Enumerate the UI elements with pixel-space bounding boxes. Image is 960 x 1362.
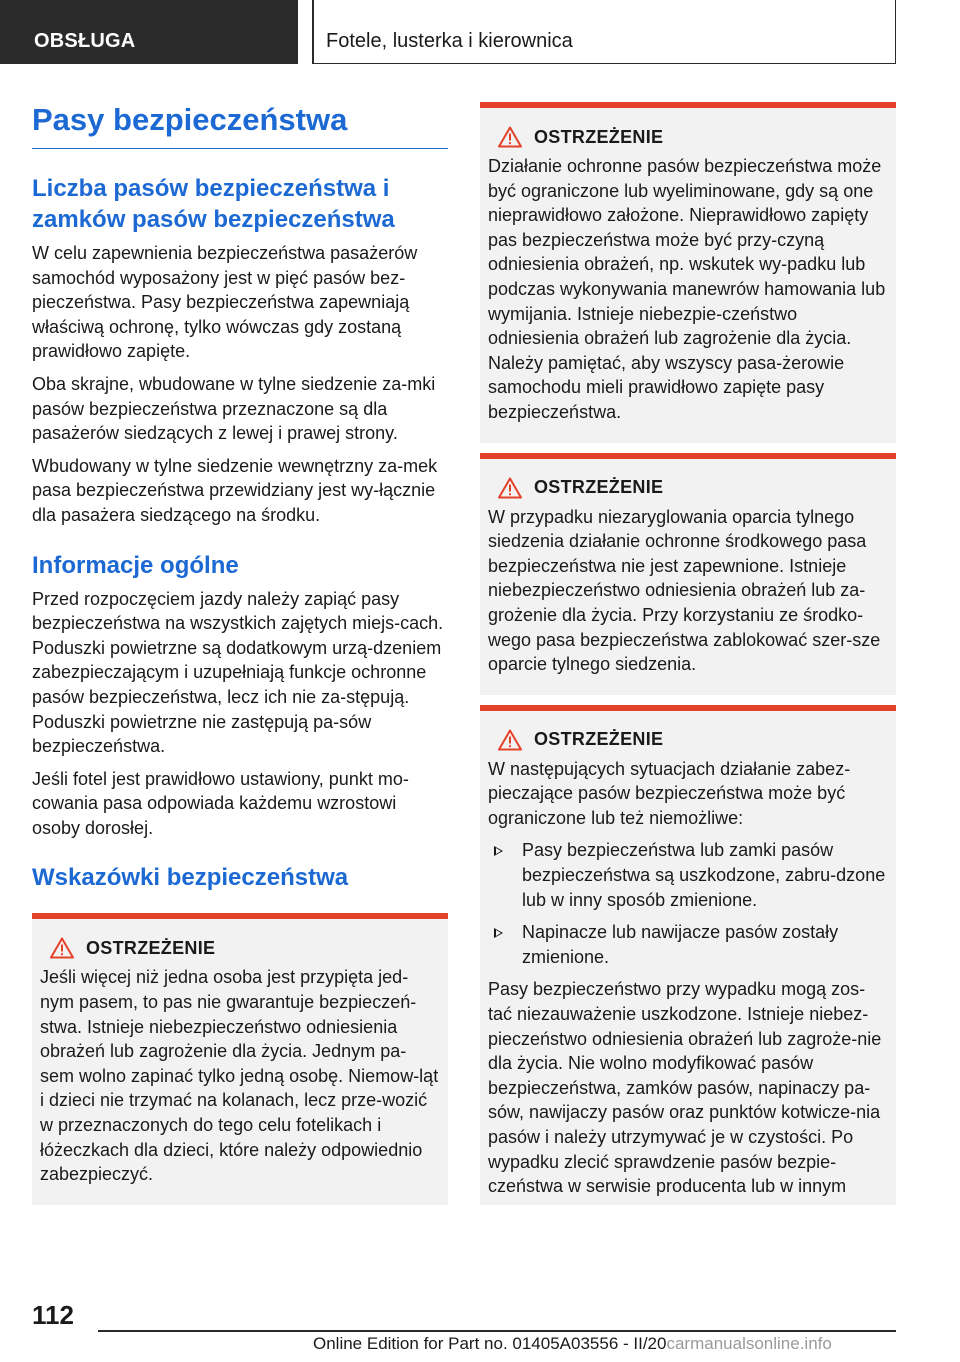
footer-edition: Online Edition for Part no. 01405A03556 - II/20carmanualsonline.info (313, 1334, 832, 1353)
warning-triangle-icon (488, 124, 532, 150)
warning-bullet-list (488, 838, 888, 969)
warning-text: Jeśli więcej niż jedna osoba jest przypięta jed-nym pasem, to pas nie gwarantuje bezpieczeń-stwa. Istnieje niebezpieczeństwo odniesienia obrażeń lub zagrożenie dla życia. Jednym pa-sem wolno zapinać tylko jedną osobę. Niemow-ląt i dzieci nie trzymać na kolanach, lecz prze-wozić w przeznaczonych do tego celu fotelikach i łóżeczkach dla dzieci, które należy odpowiednio zabezpieczyć. (40, 967, 439, 1185)
footer-divider (98, 1330, 896, 1332)
paragraph: Jeśli fotel jest prawidłowo ustawiony, punkt mo-cowania pasa odpowiada każdemu wzrostowi osoby dorosłej. (32, 768, 409, 838)
list-item: Napinacze lub nawijacze pasów zostały zmienione. (488, 920, 888, 969)
warning-text: Działanie ochronne pasów bezpieczeństwa może być ograniczone lub wyeliminowane, gdy są one nieprawidłowo założone. Nieprawidłowo zapięty pas bezpieczeństwa może być przy-czyną odniesienia obrażeń, np. wskutek wy-padku lub podczas wykonywania manewrów hamowania lub wymijania. Istnieje niebezpie-czeństwo odniesienia obrażeń lub zagrożenie dla życia. Należy pamiętać, aby wszyscy pasa-żerowie samochodu mieli prawidłowo zapięte pasy bezpieczeństwa. (488, 156, 886, 422)
list-item: Pasy bezpieczeństwa lub zamki pasów bezpieczeństwa są uszkodzone, zabru-dzone lub w inny sposób zmienione. (488, 838, 888, 912)
header-chapter-label: Fotele, lusterka i kierownica (326, 30, 573, 52)
warning-box (480, 102, 896, 443)
header-section-label: OBSŁUGA (34, 30, 136, 52)
paragraph: Oba skrajne, wbudowane w tylne siedzenie za-mki pasów bezpieczeństwa przeznaczone są dla pasażerów siedzących z lewej i prawej strony. (32, 373, 436, 444)
section-heading-general-info: Informacje ogólne (32, 551, 239, 579)
left-column (32, 100, 448, 1219)
watermark: carmanualsonline.info (666, 1334, 832, 1353)
triangle-bullet-icon (494, 846, 503, 856)
paragraph: Przed rozpoczęciem jazdy należy zapiąć pasy bezpieczeństwa na wszystkich zajętych miejs-cach. Poduszki powietrzne są dodatkowym urzą-dzeniem zabezpieczającym i uzupełniają funkcje ochronne pasów bezpieczeństwa, lecz ich nie za-stępują. Poduszki powietrzne nie zastępują pa-sów bezpieczeństwa. (32, 588, 444, 757)
warning-title: OSTRZEŻENIE (534, 477, 664, 498)
warning-box (32, 913, 448, 1204)
paragraph: W celu zapewnienia bezpieczeństwa pasażerów samochód wyposażony jest w pięć pasów bez-pieczeństwa. Pasy bezpieczeństwa zapewniają właściwą ochronę, tylko wówczas gdy zostaną prawidłowo zapięte. (32, 243, 418, 362)
header-section-tab (0, 0, 298, 64)
warning-triangle-icon (488, 727, 532, 753)
warning-title: OSTRZEŻENIE (86, 937, 216, 958)
section-heading-safety-notes: Wskazówki bezpieczeństwa (32, 864, 349, 892)
paragraph: Wbudowany w tylne siedzenie wewnętrzny za-mek pasa bezpieczeństwa przewidziany jest wy-łącznie dla pasażera siedzącego na środku. (32, 455, 438, 525)
warning-title: OSTRZEŻENIE (534, 126, 664, 147)
warning-title: OSTRZEŻENIE (534, 729, 664, 750)
warning-text: Pasy bezpieczeństwo przy wypadku mogą zos-tać niezauważenie uszkodzone. Istnieje niebez-pieczeństwo odniesienia obrażeń lub zagroże-nie dla życia. Nie wolno modyfikować pasów bezpieczeństwa, zamków pasów, napinaczy pa-sów, nawijaczy pasów oraz punktów kotwicze-nia pasów i należy utrzymywać je w czystości. Po wypadku zlecić sprawdzenie pasów bezpie-czeństwa w serwisie producenta lub w innym (488, 979, 882, 1197)
warning-intro: W następujących sytuacjach działanie zabez-pieczające pasów bezpieczeństwa może być ograniczone lub też niemożliwe: (488, 758, 851, 828)
right-column (480, 102, 896, 1219)
warning-triangle-icon (40, 935, 84, 961)
warning-text: W przypadku niezaryglowania oparcia tylnego siedzenia działanie ochronne środkowego pasa bezpieczeństwa nie jest zapewnione. Istnieje niebezpieczeństwo odniesienia obrażeń lub za-grożenie dla życia. Przy korzystaniu ze środko-wego pasa bezpieczeństwa zablokować szer-sze oparcie tylnego siedzenia. (488, 506, 881, 675)
warning-box (480, 705, 896, 1205)
section-heading-seatbelt-count: Liczba pasów bezpieczeństwa i zamków pasów bezpieczeństwa (32, 175, 395, 233)
warning-triangle-icon (488, 475, 532, 501)
page-title: Pasy bezpieczeństwa (32, 100, 448, 149)
triangle-bullet-icon (494, 928, 503, 938)
page-number: 112 (32, 1300, 74, 1330)
header-chapter-box (312, 0, 896, 64)
warning-box (480, 453, 896, 695)
